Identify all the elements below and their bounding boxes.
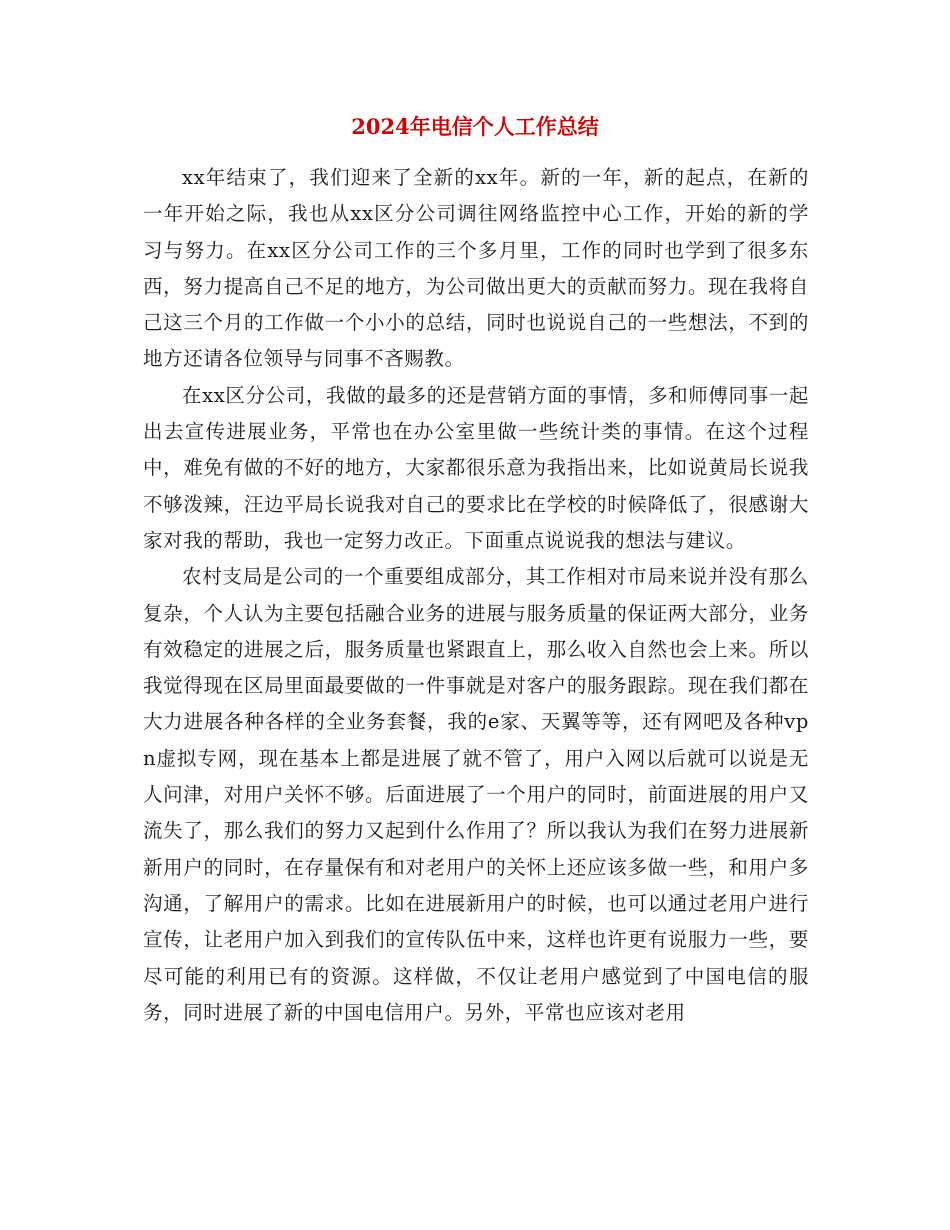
paragraph-3: 农村支局是公司的一个重要组成部分，其工作相对市局来说并没有那么复杂，个人认为主要包括融合业务的进展与服务质量的保证两大部分，业务有效稳定的进展之后，服务质量也紧跟直上，那么收入自然也会上来。所以我觉得现在区局里面最要做的一件事就是对客户的服务跟踪。现在我们都在大力进展各种各样的全业务套餐，我的e家、天翼等等，还有网吧及各种vpn虚拟专网，现在基本上都是进展了就不管了，用户入网以后就可以说是无人问津，对用户关怀不够。后面进展了一个用户的同时，前面进展的用户又流失了，那么我们的努力又起到什么作用了？所以我认为我们在努力进展新新用户的同时，在存量保有和对老用户的关怀上还应该多做一些，和用户多沟通，了解用户的需求。比如在进展新用户的时候，也可以通过老用户进行宣传，让老用户加入到我们的宣传队伍中来，这样也许更有说服力一些，要尽可能的利用已有的资源。这样做，不仅让老用户感觉到了中国电信的服务，同时进展了新的中国电信用户。另外，平常也应该对老用 <box>143 565 809 1024</box>
document-title: 2024年电信个人工作总结 <box>351 114 599 139</box>
paragraph-2: 在xx区分公司，我做的最多的还是营销方面的事情，多和师傅同事一起出去宣传进展业务，平常也在办公室里做一些统计类的事情。在这个过程中，难免有做的不好的地方，大家都很乐意为我指出来，比如说黄局长说我不够泼辣，汪边平局长说我对自己的要求比在学校的时候降低了，很感谢大家对我的帮助，我也一定努力改正。下面重点说说我的想法与建议。 <box>143 383 809 552</box>
document-body <box>143 160 809 1031</box>
paragraph-1: xx年结束了，我们迎来了全新的xx年。新的一年，新的起点，在新的一年开始之际，我也从xx区分公司调往网络监控中心工作，开始的新的学习与努力。在xx区分公司工作的三个多月里，工作的同时也学到了很多东西，努力提高自己不足的地方，为公司做出更大的贡献而努力。现在我将自己这三个月的工作做一个小小的总结，同时也说说自己的一些想法，不到的地方还请各位领导与同事不吝赐教。 <box>143 166 809 371</box>
